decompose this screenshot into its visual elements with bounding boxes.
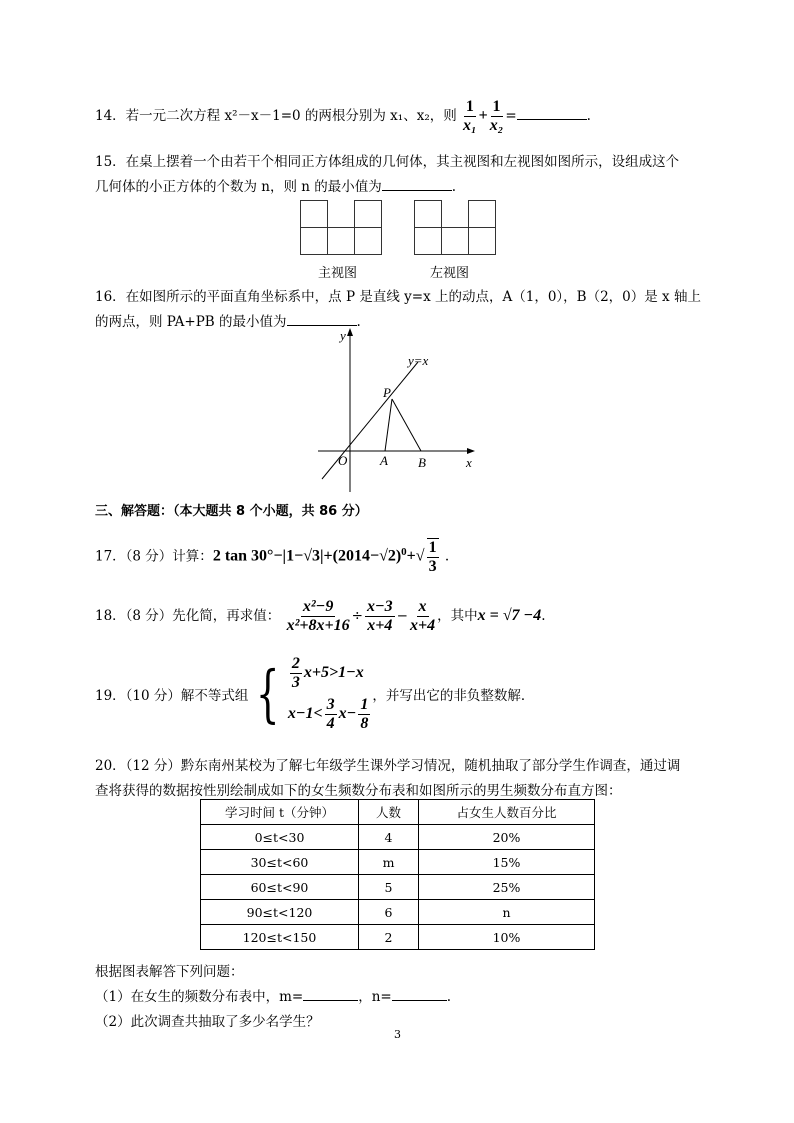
ineq2-left: x−1<: [287, 705, 323, 723]
x-label: x: [466, 455, 472, 470]
plus: +: [478, 107, 488, 124]
cell: 10%: [419, 925, 595, 950]
q20-after: 根据图表解答下列问题：: [95, 964, 244, 980]
q16-text: 的两点，则 PA+PB 的最小值为: [95, 314, 287, 330]
table-row: [201, 825, 595, 850]
den: x²+8x+16: [286, 617, 350, 634]
period: .: [541, 608, 546, 624]
y-label: y: [340, 328, 346, 343]
q20-line1: 20．（12 分）黔东南州某校为了解七年级学生课外学习情况，随机抽取了部分学生作调查，通过调: [95, 758, 681, 774]
section-heading: 三、解答题：（本大题共 8 个小题，共 86 分）: [95, 504, 368, 519]
minus: −: [396, 608, 408, 624]
q17-expr: 2 tan 30°−|1−√3|+(2014−√2): [212, 547, 402, 565]
inequality-system: [288, 655, 373, 733]
divide: ÷: [351, 608, 363, 624]
cell: 120≤t<150: [201, 925, 359, 950]
cell: 4: [359, 825, 419, 850]
q14-text: 14．若一元二次方程 x²－x－1=0 的两根分别为 x₁、x₂，则: [95, 108, 457, 124]
q15-text: 几何体的小正方体的个数为 n，则 n 的最小值为: [95, 179, 382, 195]
fraction-1-x1: [463, 98, 477, 135]
question-19: [95, 655, 534, 733]
sub1-text: （1）在女生的频数分布表中，m=: [95, 989, 304, 1005]
question-18: [95, 598, 545, 635]
cell: 60≤t<90: [201, 875, 359, 900]
table-row: [201, 875, 595, 900]
line-label: y=x: [408, 353, 429, 368]
answer-blank: [382, 178, 452, 191]
period: .: [586, 108, 591, 124]
den: 3: [428, 558, 437, 575]
table-row: [201, 850, 595, 875]
table-row: [201, 925, 595, 950]
B-label: B: [418, 455, 426, 470]
cell: 20%: [419, 825, 595, 850]
q15-line2: [95, 175, 456, 195]
fraction-1-3: [427, 538, 439, 576]
x-value: x = √7 −4: [477, 607, 542, 624]
cell: 5: [359, 875, 419, 900]
y-axis-arrow: [347, 328, 353, 336]
num: 1: [360, 696, 369, 713]
segment-PB: [392, 399, 421, 451]
den: x+4: [409, 617, 436, 634]
q17-prefix: 17．（8 分）计算：: [95, 548, 213, 565]
n-blank: [392, 988, 447, 1001]
question-14: [95, 98, 591, 135]
den: x₂: [489, 117, 504, 134]
P-label: P: [383, 385, 391, 400]
fraction-3: [410, 598, 435, 635]
q15-line1: 15．在桌上摆着一个由若干个相同正方体组成的几何体，其主视图和左视图如图所示，设组成这个: [95, 154, 680, 170]
q19-prefix: 19．（10 分）解不等式组: [95, 688, 249, 704]
table-row: [201, 900, 595, 925]
period: .: [356, 314, 361, 330]
cell: 25%: [419, 875, 595, 900]
m-blank: [303, 988, 358, 1001]
den: 4: [326, 715, 335, 732]
q18-prefix: 18．（8 分）先化简，再求值：: [95, 608, 281, 624]
cell: 2: [359, 925, 419, 950]
period: .: [444, 548, 450, 565]
cell: 6: [359, 900, 419, 925]
header-percent: 占女生人数百分比: [419, 800, 595, 825]
num: 1: [492, 98, 501, 115]
q19-suffix: ，并写出它的非负整数解．: [372, 688, 535, 704]
q20-line2: 查将获得的数据按性别绘制成如下的女生频数分布表和如图所示的男生频数分布直方图：: [95, 783, 622, 799]
num: 2: [291, 655, 300, 672]
cell: 15%: [419, 850, 595, 875]
fraction-1: [287, 598, 350, 635]
sub1-n: ，n=: [358, 989, 392, 1005]
q20-sub1: [95, 985, 451, 1005]
ineq2-mid: x−: [338, 705, 357, 723]
front-view-label: 主视图: [318, 266, 358, 281]
num: 1: [428, 539, 437, 556]
period: .: [446, 989, 452, 1005]
girls-frequency-table: [200, 799, 595, 950]
den: 8: [360, 715, 369, 732]
question-17: [95, 538, 449, 576]
q18-mid: ，其中: [437, 608, 478, 624]
num: x: [418, 598, 427, 615]
brace: {: [256, 657, 280, 730]
cell: n: [419, 900, 595, 925]
num: x²−9: [302, 598, 334, 615]
table-header: [201, 800, 595, 825]
page-number: 3: [394, 1028, 401, 1041]
cell: m: [359, 850, 419, 875]
O-label: O: [338, 453, 348, 468]
period: .: [451, 179, 457, 195]
A-label: A: [380, 453, 388, 468]
den: 3: [291, 674, 300, 691]
num: 1: [465, 98, 474, 115]
answer-blank: [517, 107, 587, 120]
fraction-1-x2: [490, 98, 504, 135]
x-axis-arrow: [467, 448, 475, 454]
q16-line1: 16．在如图所示的平面直角坐标系中，点 P 是直线 y=x 上的动点，A（1，0），B（2，0）是 x 轴上: [95, 289, 701, 305]
ineq1: x+5>1−x: [303, 664, 364, 682]
header-count: 人数: [359, 800, 419, 825]
segment-PA: [385, 399, 392, 451]
cell: 30≤t<60: [201, 850, 359, 875]
num: x−3: [366, 598, 393, 615]
cell: 90≤t<120: [201, 900, 359, 925]
cell: 0≤t<30: [201, 825, 359, 850]
plus-sqrt: +√: [406, 547, 425, 565]
coordinate-graph: [310, 322, 485, 494]
den: x₁: [463, 117, 477, 134]
exponent: 0: [401, 546, 407, 558]
fraction-2: [365, 598, 395, 635]
q20-sub2: （2）此次调查共抽取了多少名学生？: [95, 1014, 320, 1030]
equals: =: [505, 108, 517, 124]
left-view-label: 左视图: [430, 266, 470, 281]
den: x+4: [367, 617, 393, 634]
num: 3: [326, 696, 335, 713]
header-time: 学习时间 t（分钟）: [201, 800, 359, 825]
